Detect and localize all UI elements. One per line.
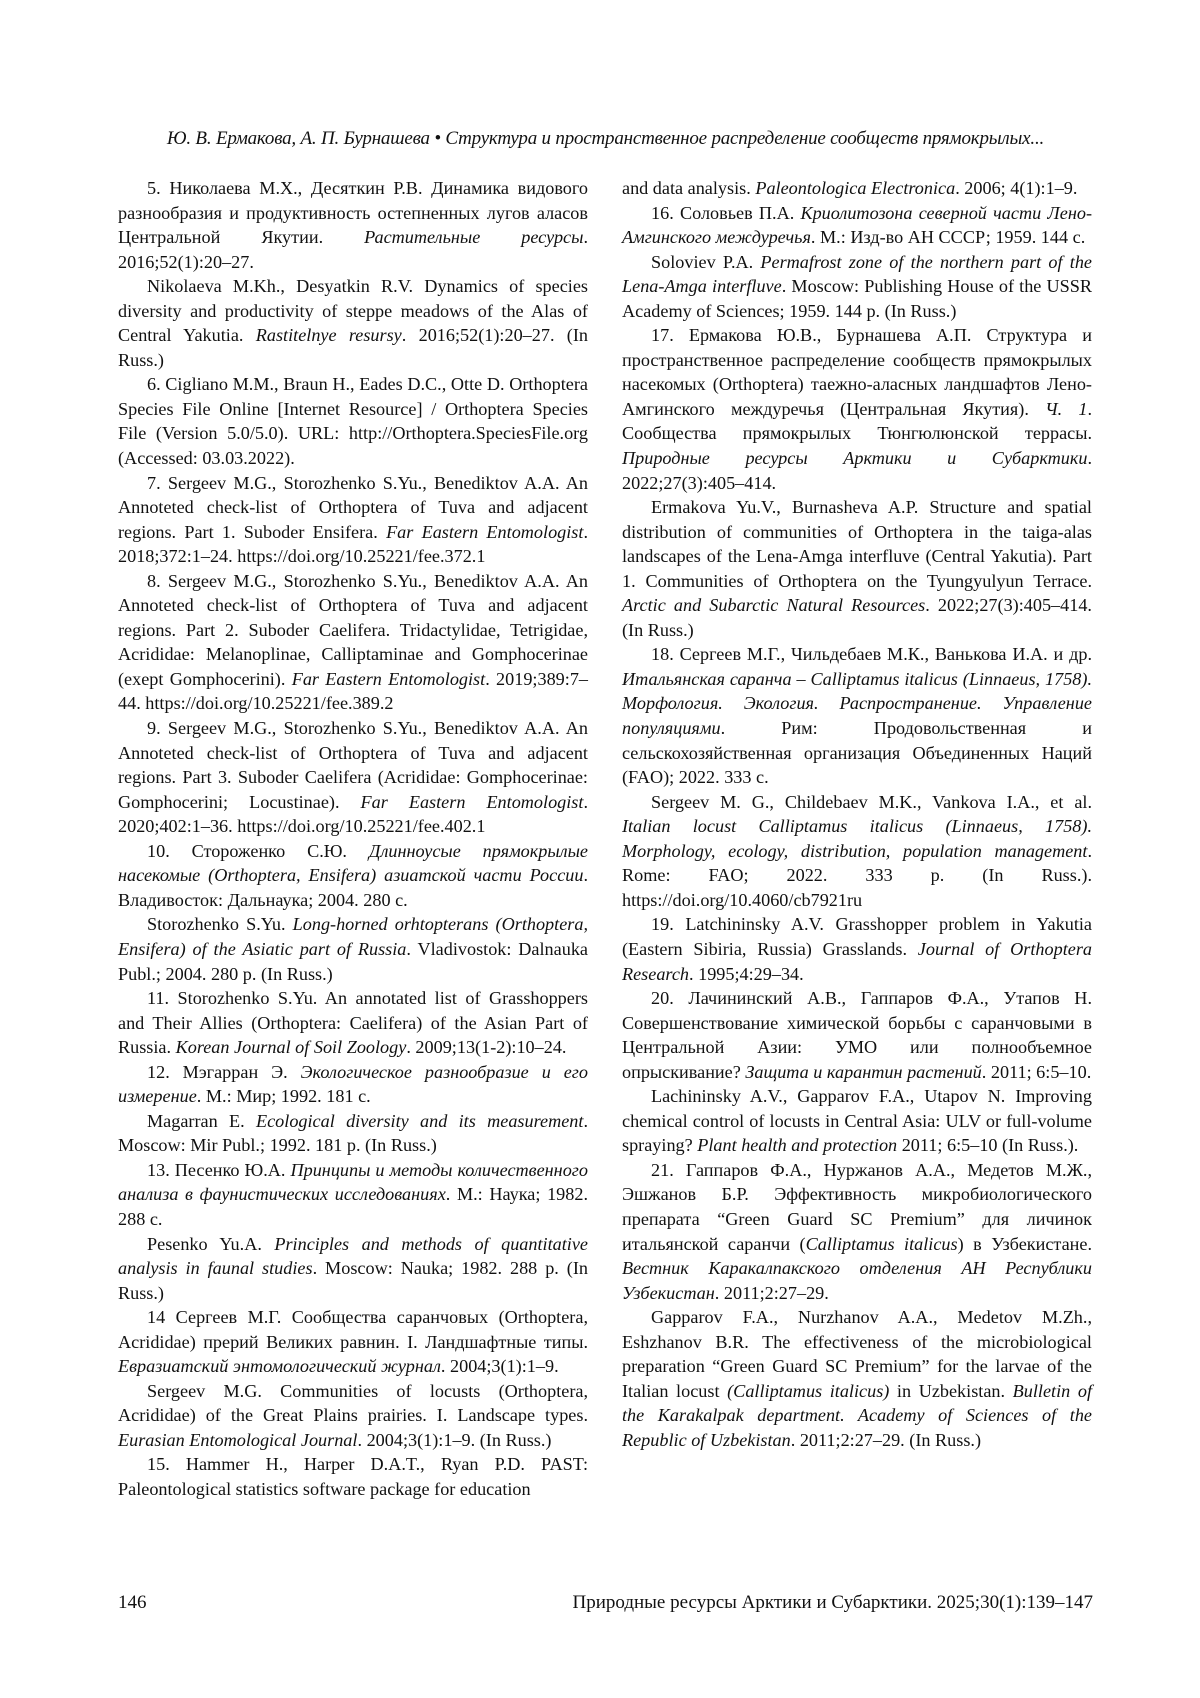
reference-entry: [622, 1084, 1092, 1158]
reference-text: . 2020;402:1–36. https://doi.org/10.25221/fee.402.1: [118, 791, 588, 837]
reference-italic-text: Korean Journal of Soil Zoology: [175, 1037, 407, 1058]
reference-italic-text: Ч. 1: [1045, 398, 1088, 419]
reference-text: 20. Лачининский А.В., Гаппаров Ф.А., Утапов Н. Совершенствование химической борьбы с саранчовыми в Центральной Азии: УМО или полнообъемное опрыскивание?: [622, 988, 1092, 1082]
reference-text: . 2011;2:27–29.: [714, 1282, 829, 1303]
reference-text: . Рим: Продовольственная и сельскохозяйственная организация Объединенных Наций (FAO); 2022. 333 с.: [622, 718, 1092, 788]
reference-text: 15. Hammer H., Harper D.A.T., Ryan P.D. PAST: Paleontological statistics software package for education: [118, 1454, 588, 1499]
reference-text: 5. Николаева М.Х., Десяткин Р.В. Динамика видового разнообразия и продуктивность остепненных лугов аласов Центральной Якутии.: [118, 178, 588, 248]
reference-text: Ermakova Yu.V., Burnasheva A.P. Structure and spatial distribution of communities of Orthoptera in the taiga-alas landscapes of the Lena-Amga interfluve (Central Yakutia). Part 1. Communities of Orthoptera on the Tyungyulyun Terrace.: [622, 497, 1092, 591]
reference-text: . 2011; 6:5–10.: [981, 1061, 1092, 1082]
reference-italic-text: Principles and methods of quantitative analysis in faunal studies: [118, 1233, 588, 1279]
reference-italic-text: Plant health and protection: [697, 1135, 898, 1156]
reference-entry: [622, 176, 1092, 201]
reference-entry: [118, 716, 588, 839]
reference-italic-text: Принципы и методы количественного анализа в фаунистических исследованиях: [118, 1159, 588, 1205]
reference-entry: [118, 1452, 588, 1501]
reference-entry: [118, 839, 588, 913]
reference-entry: [118, 1379, 588, 1453]
reference-text: . Moscow: Mir Publ.; 1992. 181 p. (In Russ.): [118, 1110, 588, 1156]
reference-italic-text: Rastitelnye resursy: [255, 325, 402, 346]
reference-entry: [118, 471, 588, 569]
reference-entry: [622, 201, 1092, 250]
reference-entry: [118, 1158, 588, 1232]
reference-text: . Владивосток: Дальнаука; 2004. 280 с.: [118, 865, 588, 910]
reference-italic-text: Arctic and Subarctic Natural Resources: [622, 595, 926, 616]
reference-text: . 2018;372:1–24. https://doi.org/10.25221/fee.372.1: [118, 521, 588, 567]
reference-text: 18. Сергеев М.Г., Чильдебаев М.К., Ванькова И.А. и др.: [651, 644, 1092, 665]
reference-italic-text: Far Eastern Entomologist: [291, 668, 486, 689]
reference-entry: [622, 912, 1092, 986]
reference-entry: [118, 1109, 588, 1158]
reference-text: 19. Latchininsky A.V. Grasshopper problem in Yakutia (Eastern Sibiria, Russia) Grasslands.: [622, 914, 1092, 959]
reference-entry: [118, 176, 588, 274]
reference-italic-text: Защита и карантин растений: [745, 1061, 982, 1082]
reference-entry: [622, 1305, 1092, 1452]
reference-entry: [118, 912, 588, 986]
reference-entry: [622, 642, 1092, 789]
reference-text: 9. Sergeev M.G., Storozhenko S.Yu., Benediktov A.A. An Annoteted check-list of Orthoptera of Tuva and adjacent regions. Part 3. Suboder Caelifera (Acrididae: Gomphocerinae: Gomphocerini; Locustinae).: [118, 718, 588, 812]
reference-italic-text: Long-horned orhtopterans (Orthoptera, Ensifera) of the Asiatic part of Russia: [118, 914, 588, 959]
reference-text: and data analysis.: [622, 178, 756, 198]
reference-text: 12. Мэгарран Э.: [147, 1061, 301, 1082]
reference-text: 8. Sergeev M.G., Storozhenko S.Yu., Benediktov A.A. An Annoteted check-list of Orthoptera of Tuva and adjacent regions. Part 2. Suboder Caelifera. Tridactylidae, Tetrigidae, Acrididae: Melanoplinae, Calliptaminae and Gomphocerinae (exept Gomphocerini).: [118, 570, 588, 689]
reference-text: . 1995;4:29–34.: [689, 963, 804, 984]
reference-entry: [118, 1232, 588, 1306]
reference-text: Sergeev M. G., Childebaev M.K., Vankova I.A., et al.: [651, 791, 1092, 812]
running-header: [118, 128, 1093, 150]
reference-italic-text: Растительные ресурсы: [364, 227, 584, 248]
reference-italic-text: (Calliptamus italicus): [727, 1380, 890, 1401]
reference-italic-text: Calliptamus italicus: [805, 1233, 958, 1254]
reference-entry: [118, 372, 588, 470]
reference-text: Pesenko Yu.A.: [147, 1233, 275, 1254]
reference-italic-text: Криолитозона северной части Лено-Амгинского междуречья: [622, 202, 1092, 248]
reference-italic-text: Экологическое разнообразие и его измерение: [118, 1061, 588, 1107]
reference-italic-text: Вестник Каракалпакского отделения АН Республики Узбекистан: [622, 1258, 1092, 1303]
reference-column-left: [118, 176, 588, 1502]
reference-italic-text: Евразиатский энтомологический журнал: [118, 1356, 441, 1377]
reference-text: . 2016;52(1):20–27.: [118, 227, 588, 272]
reference-text: Soloviev P.A.: [651, 251, 761, 272]
reference-text: . 2009;13(1-2):10–24.: [406, 1037, 567, 1058]
reference-text: 14 Сергеев М.Г. Сообщества саранчовых (Orthoptera, Acrididae) прерий Великих равнин. I. Ландшафтные типы.: [118, 1307, 588, 1352]
journal-citation: Природные ресурсы Арктики и Субарктики. 2025;30(1):139–147: [572, 1592, 1093, 1613]
reference-italic-text: Итальянская саранча – Calliptamus italicus (Linnaeus, 1758). Морфология. Экология. Распространение. Управление популяциями: [622, 668, 1092, 739]
reference-italic-text: Длинноусые прямокрылые насекомые (Orthoptera, Ensifera) азиатской части России: [118, 840, 589, 886]
reference-text: . 2004;3(1):1–9.: [440, 1356, 559, 1377]
reference-text: . 2022;27(3):405–414. (In Russ.): [622, 595, 1092, 640]
reference-italic-text: Ecological diversity and its measurement: [255, 1110, 584, 1131]
reference-entry: [622, 323, 1092, 495]
reference-entry: [622, 495, 1092, 642]
reference-text: 13. Песенко Ю.А.: [147, 1159, 291, 1180]
reference-italic-text: Природные ресурсы Арктики и Субарктики: [622, 448, 1088, 469]
reference-text: . М.: Мир; 1992. 181 с.: [196, 1086, 371, 1107]
reference-text: . Moscow: Publishing House of the USSR Academy of Sciences; 1959. 144 p. (In Russ.): [622, 276, 1093, 321]
reference-text: Nikolaeva M.Kh., Desyatkin R.V. Dynamics of species diversity and productivity of steppe meadows of the Alas of Central Yakutia.: [118, 276, 588, 346]
reference-text: . Moscow: Nauka; 1982. 288 p. (In Russ.): [118, 1258, 588, 1303]
reference-text: . М.: Изд-во АН СССР; 1959. 144 с.: [810, 227, 1086, 248]
header-separator: •: [434, 128, 441, 149]
reference-text: 11. Storozhenko S.Yu. An annotated list of Grasshoppers and Their Allies (Orthoptera: Caelifera) of the Asian Part of Russia.: [118, 988, 588, 1058]
reference-text: ) в Узбекистане.: [957, 1233, 1093, 1254]
reference-italic-text: Journal of Orthoptera Research: [622, 938, 1092, 984]
reference-entry: [118, 569, 588, 716]
reference-text: . Rome: FAO; 2022. 333 p. (In Russ.). https://doi.org/10.4060/cb7921ru: [622, 840, 1092, 910]
reference-text: . 2016;52(1):20–27. (In Russ.): [118, 325, 588, 370]
reference-text: 10. Стороженко С.Ю.: [147, 840, 369, 861]
reference-text: . 2019;389:7–44. https://doi.org/10.25221/fee.389.2: [118, 668, 589, 714]
reference-text: Sergeev M.G. Communities of locusts (Orthoptera, Acrididae) of the Great Plains prairies. I. Landscape types.: [118, 1380, 588, 1426]
reference-text: Gapparov F.A., Nurzhanov A.A., Medetov M.Zh., Eshzhanov B.R. The effectiveness of the microbiological preparation “Green Guard SC Premium” for the larvae of the Italian locust: [622, 1307, 1092, 1401]
reference-entry: [118, 1305, 588, 1379]
reference-entry: [622, 986, 1092, 1084]
reference-text: 16. Соловьев П.А.: [651, 202, 801, 223]
reference-text: 17. Ермакова Ю.В., Бурнашева А.П. Структура и пространственное распределение сообществ прямокрылых насекомых (Orthoptera) таежно-аласных ландшафтов Лено-Амгинского междуречья (Центральная Якутия).: [622, 325, 1092, 419]
reference-text: . 2011;2:27–29. (In Russ.): [790, 1429, 982, 1450]
reference-text: . Сообщества прямокрылых Тюнгюлюнской террасы.: [622, 398, 1092, 444]
reference-text: 7. Sergeev M.G., Storozhenko S.Yu., Benediktov A.A. An Annoteted check-list of Orthoptera of Tuva and adjacent regions. Part 1. Suboder Ensifera.: [118, 472, 588, 542]
reference-text: Magarran E.: [147, 1110, 256, 1131]
reference-italic-text: Far Eastern Entomologist: [386, 521, 584, 542]
reference-entry: [118, 1060, 588, 1109]
reference-entry: [118, 274, 588, 372]
page-number: 146: [118, 1592, 147, 1613]
reference-column-right: [622, 176, 1092, 1452]
reference-entry: [622, 250, 1092, 324]
reference-text: . Vladivostok: Dalnauka Publ.; 2004. 280 p. (In Russ.): [118, 938, 588, 984]
reference-text: . 2004;3(1):1–9. (In Russ.): [357, 1429, 552, 1450]
reference-text: Lachininsky A.V., Gapparov F.A., Utapov N. Improving chemical control of locusts in Central Asia: ULV or full-volume spraying?: [622, 1086, 1092, 1156]
header-title: Структура и пространственное распределение сообществ прямокрылых...: [445, 128, 1045, 149]
reference-text: 6. Cigliano M.M., Braun H., Eades D.C., Otte D. Orthoptera Species File Online [Internet Resource] / Orthoptera Species File (Version 5.0/5.0). URL: http://Orthoptera.SpeciesFile.org (Accessed: 03.03.2022).: [118, 374, 588, 469]
reference-text: 21. Гаппаров Ф.А., Нуржанов А.А., Медетов М.Ж., Эшжанов Б.Р. Эффективность микробиологического препарата “Green Guard SC Premium” для личинок итальянской саранчи (: [622, 1159, 1092, 1254]
reference-italic-text: Eurasian Entomological Journal: [118, 1429, 358, 1450]
header-authors: Ю. В. Ермакова, А. П. Бурнашева: [166, 128, 430, 149]
reference-text: . 2022;27(3):405–414.: [622, 448, 1092, 493]
reference-italic-text: Italian locust Calliptamus italicus (Linnaeus, 1758). Morphology, ecology, distribution, population management: [622, 816, 1092, 861]
reference-text: . 2006; 4(1):1–9.: [955, 178, 1078, 198]
reference-entry: [118, 986, 588, 1060]
reference-text: Storozhenko S.Yu.: [147, 914, 293, 935]
reference-entry: [622, 1158, 1092, 1305]
reference-italic-text: Paleontologica Electronica: [755, 178, 956, 198]
reference-text: . М.: Наука; 1982. 288 с.: [118, 1184, 588, 1229]
reference-text: 2011; 6:5–10 (In Russ.).: [897, 1135, 1079, 1156]
reference-text: in Uzbekistan.: [889, 1380, 1013, 1401]
reference-italic-text: Far Eastern Entomologist: [360, 791, 584, 812]
reference-entry: [622, 790, 1092, 913]
reference-italic-text: Permafrost zone of the northern part of the Lena-Amga interfluve: [622, 251, 1092, 297]
reference-italic-text: Bulletin of the Karakalpak department. Academy of Sciences of the Republic of Uzbekistan: [622, 1380, 1093, 1450]
